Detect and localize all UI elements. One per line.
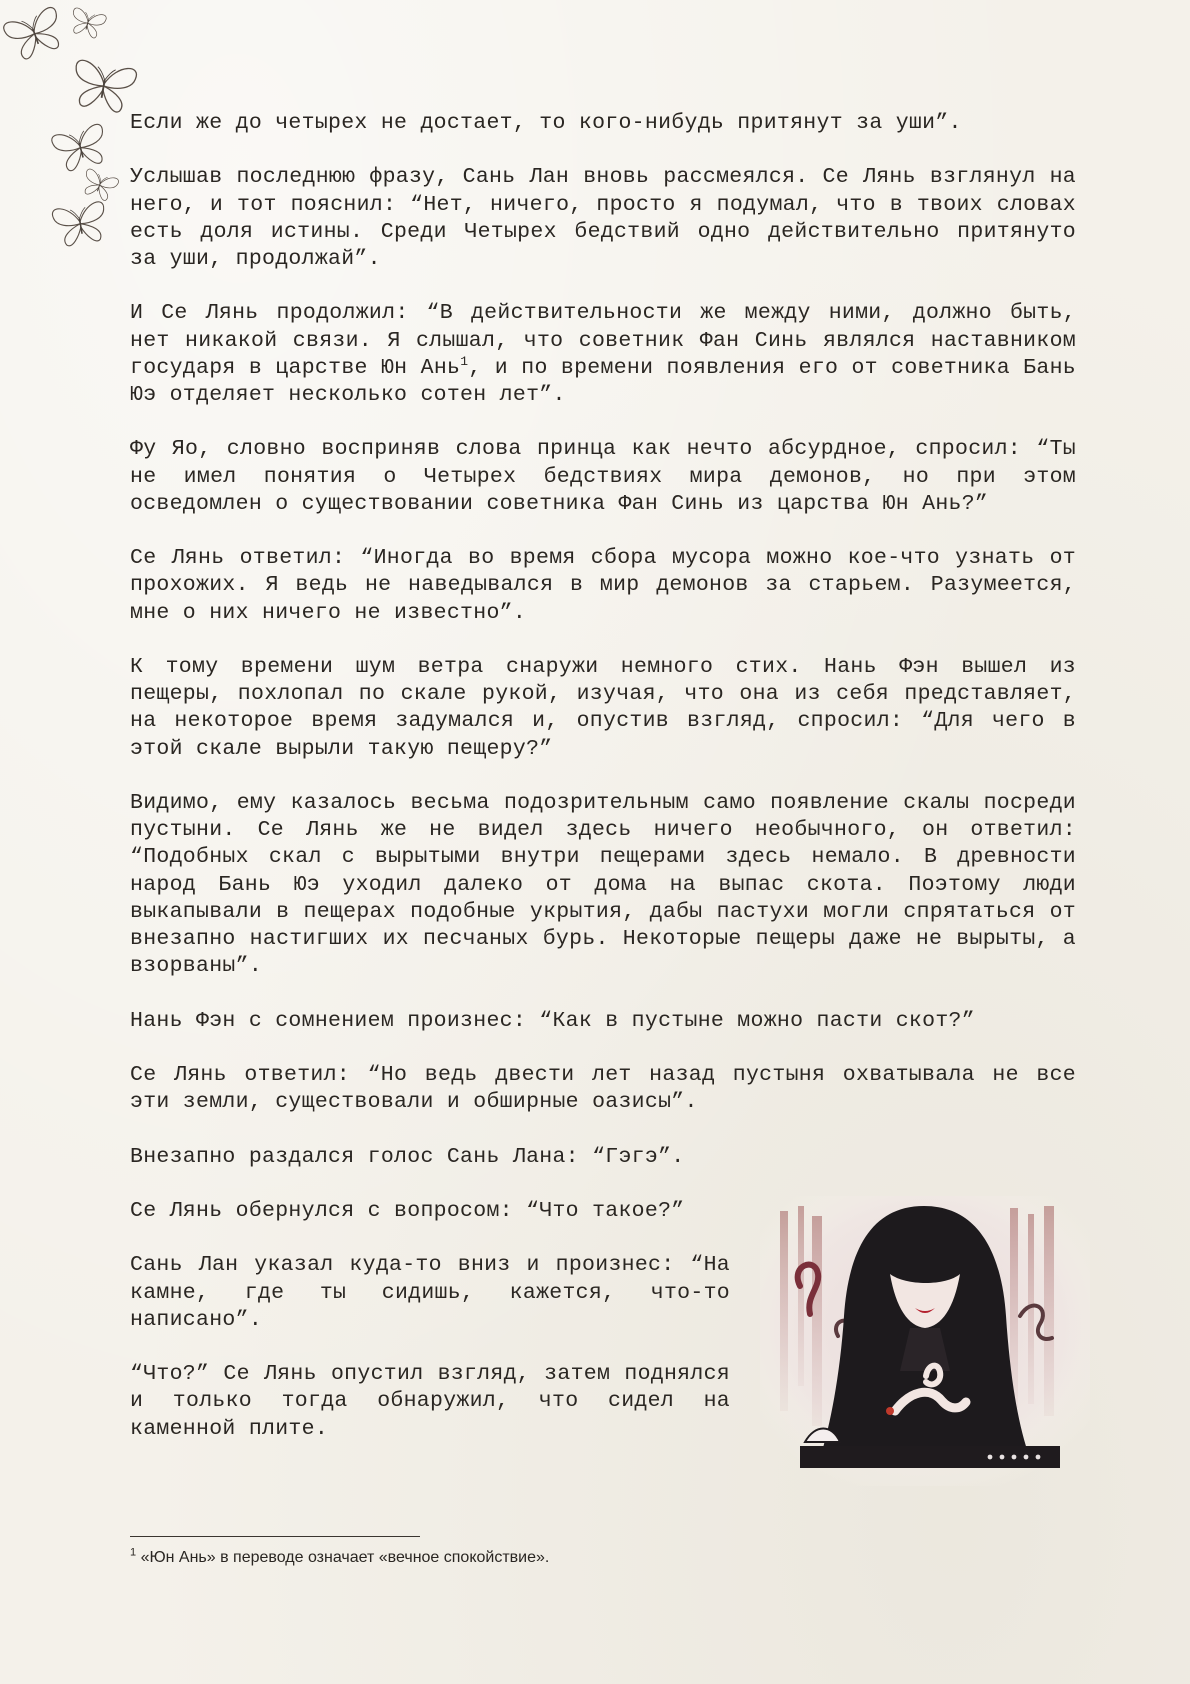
paragraph: Если же до четырех не достает, то кого-нибудь притянут за уши”. xyxy=(130,111,962,135)
paragraph: Се Лянь ответил: “Но ведь двести лет назад пустыня охватывала не все эти земли, существовали и обширные оазисы”. xyxy=(130,1062,1076,1115)
footnote-divider xyxy=(130,1536,420,1537)
butterfly-icon xyxy=(51,123,111,173)
butterflies-decoration xyxy=(0,0,150,260)
paragraph: “Что?” Се Лянь опустил взгляд, затем поднялся и только тогда обнаружил, что сидел на каменной плите. xyxy=(130,1362,730,1441)
paragraph: К тому времени шум ветра снаружи немного стих. Нань Фэн вышел из пещеры, похлопал по скале рукой, изучая, что она из себя представляет, на некоторое время задумался и, опустив взгляд, спросил: “Для чего в этой скале вырыли такую пещеру?” xyxy=(130,654,1076,761)
butterfly-icon xyxy=(2,6,67,63)
footnote-number: 1 xyxy=(130,1546,137,1559)
paragraph: Се Лянь ответил: “Иногда во время сбора мусора можно кое-что узнать от прохожих. Я ведь не наведывался в мир демонов за старьем. Разумеется, мне о них ничего не известно”. xyxy=(130,546,1076,625)
paragraph: Нань Фэн с сомнением произнес: “Как в пустыне можно пасти скот?” xyxy=(130,1008,975,1033)
paragraph: Се Лянь обернулся с вопросом: “Что такое?” xyxy=(130,1198,685,1223)
paragraph: И Се Лянь продолжил: “В действительности же между ними, должно быть, нет никакой связи. Я слышал, что советник Фан Синь являлся наставником государя в царстве Юн Ань$^1$, и по времени появления его от советника Бань Юэ отделяет несколько сотен лет”. xyxy=(130,301,1076,407)
footnote-text: «Юн Ань» в переводе означает «вечное спокойствие». xyxy=(136,1549,550,1566)
butterfly-icon xyxy=(70,59,138,114)
paragraph: Внезапно раздался голос Сань Лана: “Гэгэ”. xyxy=(130,1144,685,1169)
hooded-woman-illustration xyxy=(760,1196,1090,1486)
butterfly-icon xyxy=(52,201,110,248)
footnote-ref[interactable]: 1 xyxy=(460,353,469,369)
paragraph: Фу Яо, словно восприняв слова принца как нечто абсурдное, спросил: “Ты не имел понятия о Четырех бедствиях мира демонов, но при этом осведомлен о существовании советника Фан Синь из царства Юн Ань?” xyxy=(130,437,1076,516)
butterfly-icon xyxy=(68,7,107,40)
paragraph: Видимо, ему казалось весьма подозрительным само появление скалы посреди пустыни. Се Лянь же не видел здесь ничего необычного, он ответил: “Подобных скал с вырытыми внутри пещерами здесь немало. В древности народ Бань Юэ уходил далеко от дома на выпас скота. Поэтому люди выкапывали в пещерах подобные укрытия, дабы пастухи могли спрятаться от внезапно настигших их песчаных бурь. Некоторые пещеры даже не вырыты, а взорваны”. xyxy=(130,790,1076,979)
paragraph: Сань Лан указал куда-то вниз и произнес: “На камне, где ты сидишь, кажется, что-то написано”. xyxy=(130,1253,730,1332)
footnote xyxy=(130,1547,1030,1569)
butterfly-icon xyxy=(79,168,119,203)
paragraph: Услышав последнюю фразу, Сань Лан вновь рассмеялся. Се Лянь взглянул на него, и тот пояснил: “Нет, ничего, просто я подумал, что в твоих словах есть доля истины. Среди Четырех бедствий одно действительно притянуто за уши, продолжай”. xyxy=(130,165,1076,271)
